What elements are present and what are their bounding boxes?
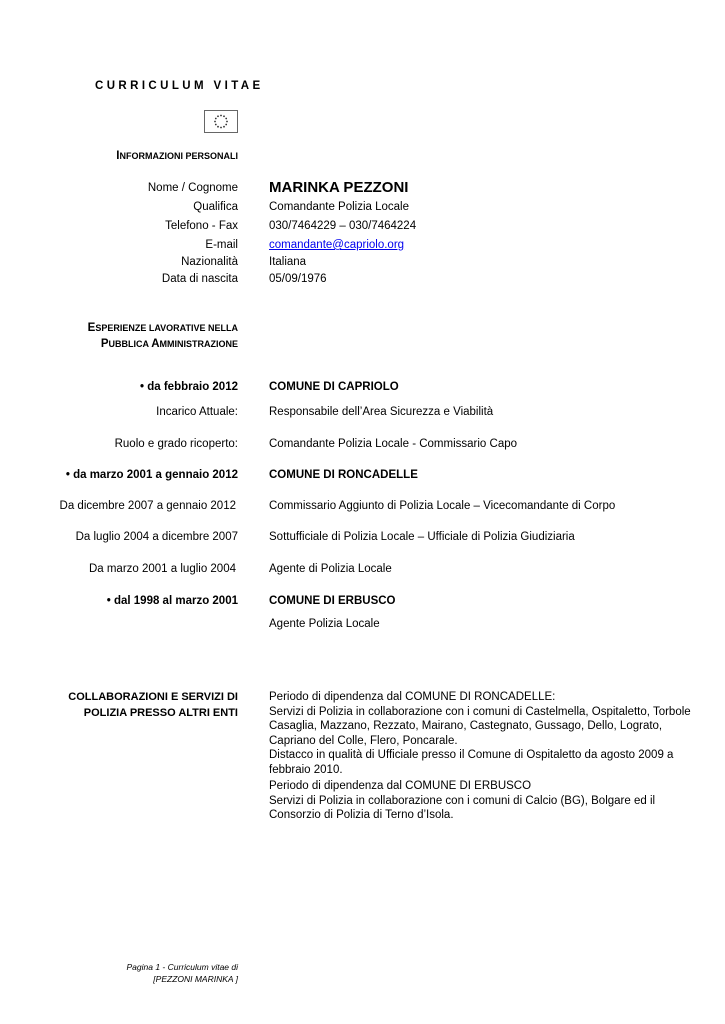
phone-label: Telefono - Fax xyxy=(165,220,238,232)
page-number: 1 xyxy=(155,962,161,972)
name-label: Nome / Cognome xyxy=(147,182,238,194)
birth-value: 05/09/1976 xyxy=(269,273,327,285)
eu-flag-logo xyxy=(204,110,238,133)
email-label: E-mail xyxy=(205,239,238,251)
experience-employer-erbusco: COMUNE DI ERBUSCO xyxy=(269,595,396,607)
email-link[interactable]: comandante@capriolo.org xyxy=(269,239,405,251)
collaborations-erbusco: Periodo di dipendenza dal COMUNE DI ERBUSCO Servizi di Polizia in collaborazione con i comuni di Calcio (BG), Bolgare ed il Consorzio di Polizia di Terno d’Isola. xyxy=(269,780,656,822)
experience-period-roncadelle: • da marzo 2001 a gennaio 2012 xyxy=(65,469,238,481)
experience-value: Agente di Polizia Locale xyxy=(269,563,392,575)
phone-value: 030/7464229 – 030/7464224 xyxy=(269,220,417,232)
experience-label: Incarico Attuale: xyxy=(156,406,238,418)
experience-value: Responsabile dell’Area Sicurezza e Viabilità xyxy=(269,406,494,418)
experience-employer-roncadelle: COMUNE DI RONCADELLE xyxy=(269,469,418,481)
birth-label: Data di nascita xyxy=(161,273,238,285)
experience-label: Da luglio 2004 a dicembre 2007 xyxy=(75,531,238,543)
experience-label: Ruolo e grado ricoperto: xyxy=(114,438,238,450)
eu-stars-icon xyxy=(205,111,237,132)
experience-label: Da marzo 2001 a luglio 2004 xyxy=(88,563,236,575)
qualifica-label: Qualifica xyxy=(193,201,238,213)
experience-period-capriolo: • da febbraio 2012 xyxy=(140,381,238,393)
cv-title: CURRICULUM VITAE xyxy=(95,80,264,92)
experience-label: Da dicembre 2007 a gennaio 2012 xyxy=(59,500,236,512)
nationality-label: Nazionalità xyxy=(181,256,238,268)
collaborations-heading: COLLABORAZIONI E SERVIZI DI POLIZIA PRESSO ALTRI ENTI xyxy=(68,691,238,719)
page-footer: Pagina 1 - Curriculum vitae di [PEZZONI MARINKA ] xyxy=(126,962,238,984)
qualifica-value: Comandante Polizia Locale xyxy=(269,201,410,213)
experience-heading: ESPERIENZE LAVORATIVE NELLA PUBBLICA AMMINISTRAZIONE xyxy=(87,322,238,350)
nationality-value: Italiana xyxy=(269,256,307,268)
experience-employer-capriolo: COMUNE DI CAPRIOLO xyxy=(269,381,399,393)
personal-info-heading: INFORMAZIONI PERSONALI xyxy=(116,150,238,162)
experience-value: Sottufficiale di Polizia Locale – Ufficiale di Polizia Giudiziaria xyxy=(269,531,575,543)
experience-value: Comandante Polizia Locale - Commissario Capo xyxy=(269,438,518,450)
name-value: MARINKA PEZZONI xyxy=(269,179,409,196)
experience-value: Agente Polizia Locale xyxy=(269,618,380,630)
collaborations-roncadelle: Periodo di dipendenza dal COMUNE DI RONCADELLE: Servizi di Polizia in collaborazione con i comuni di Castelmella, Ospitaletto, Torbole Casaglia, Mazzano, Rezzato, Mairano, Castegnato, Gussago, Dello, Lograto, Capriano del Colle, Flero, Poncarale. Distacco in qualità di Ufficiale presso il Comune di Ospitaletto da agosto 2009 a febbraio 2010. xyxy=(269,691,691,776)
experience-value: Commissario Aggiunto di Polizia Locale – Vicecomandante di Corpo xyxy=(269,500,616,512)
experience-period-erbusco: • dal 1998 al marzo 2001 xyxy=(106,595,238,607)
